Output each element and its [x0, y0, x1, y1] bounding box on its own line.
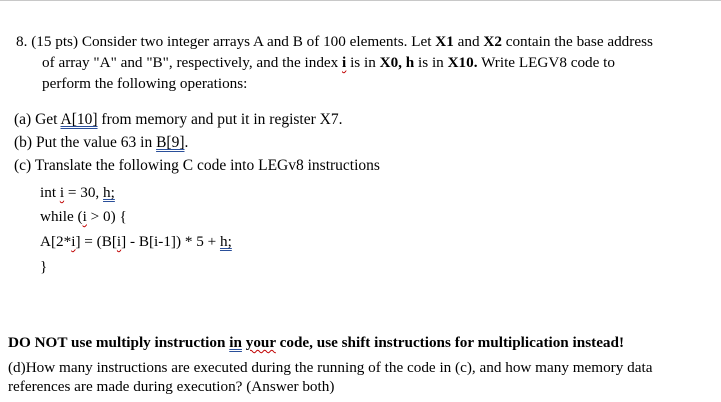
question-intro-text-1: Consider two integer arrays A and B of 100 elements. Let: [81, 33, 432, 50]
part-a-text-1: Get: [35, 111, 58, 128]
warning-bold-2: code, use shift instructions for multiplication instead!: [279, 334, 625, 351]
code-line-1: [40, 184, 115, 202]
code-while-i: i: [82, 208, 87, 225]
variable-h: h: [405, 54, 415, 71]
question-header-line-2: [42, 54, 615, 72]
code-line3-i1: i: [71, 233, 76, 250]
warning-bold-1: DO NOT use multiply instruction: [8, 334, 226, 351]
index-variable-i: i: [342, 54, 347, 71]
code-assign: = 30,: [67, 184, 100, 201]
part-c-text: Translate the following C code into LEGv8 instructions: [34, 157, 380, 174]
is-in-text-2: is in: [418, 54, 444, 71]
question-points: (15 pts): [31, 33, 79, 50]
part-d-line-1: (d)How many instructions are executed during the running of the code in (c), and how many memory data: [8, 359, 653, 376]
part-a-label: (a): [14, 111, 32, 128]
code-while-cond: > 0) {: [90, 208, 127, 225]
code-int-keyword: int: [40, 184, 57, 201]
part-a: [14, 111, 342, 129]
warning-line: [8, 334, 624, 352]
register-x10: X10.: [447, 54, 478, 71]
warning-your-word: your: [245, 334, 276, 351]
is-in-text: is in: [350, 54, 376, 71]
part-d-line-2: references are made during execution? (Answer both): [8, 378, 335, 395]
question-line2-end: Write LEGV8 code to: [481, 54, 615, 71]
code-line3-b: ] = (B[: [75, 233, 117, 250]
code-while: while (: [40, 208, 83, 225]
part-a-text-2: from memory and put it in register X7.: [101, 111, 343, 128]
part-c-label: (c): [14, 157, 32, 174]
question-intro-text-2: contain the base address: [505, 33, 653, 50]
question-header-line-1: [16, 33, 653, 51]
part-b-text-1: Put the value 63 in: [35, 134, 153, 151]
code-var-h: h;: [103, 184, 115, 201]
register-x0: X0,: [379, 54, 402, 71]
question-number: 8.: [16, 33, 28, 50]
part-b-label: (b): [14, 134, 33, 151]
part-c: [14, 157, 380, 175]
code-line3-c: ] - B[i-1]) * 5 +: [121, 233, 217, 250]
code-line-2: [40, 208, 127, 226]
part-b-array-ref: B[9]: [156, 134, 185, 151]
part-b-text-2: .: [184, 134, 189, 151]
warning-in-word: in: [229, 334, 242, 351]
part-b: [14, 134, 188, 152]
code-line-4: }: [40, 258, 48, 275]
code-line3-i2: i: [116, 233, 122, 250]
question-line2-text: of array "A" and "B", respectively, and the index: [42, 54, 339, 71]
code-line3-h: h;: [219, 233, 232, 250]
code-var-i: i: [59, 184, 65, 201]
code-line3-a: A[2*: [40, 233, 72, 250]
register-x2: X2: [483, 33, 502, 50]
part-a-array-ref: A[10]: [60, 111, 98, 128]
code-line-3: [40, 233, 232, 251]
and-word: and: [457, 33, 480, 50]
question-header-line-3: perform the following operations:: [42, 75, 248, 92]
register-x1: X1: [435, 33, 454, 50]
